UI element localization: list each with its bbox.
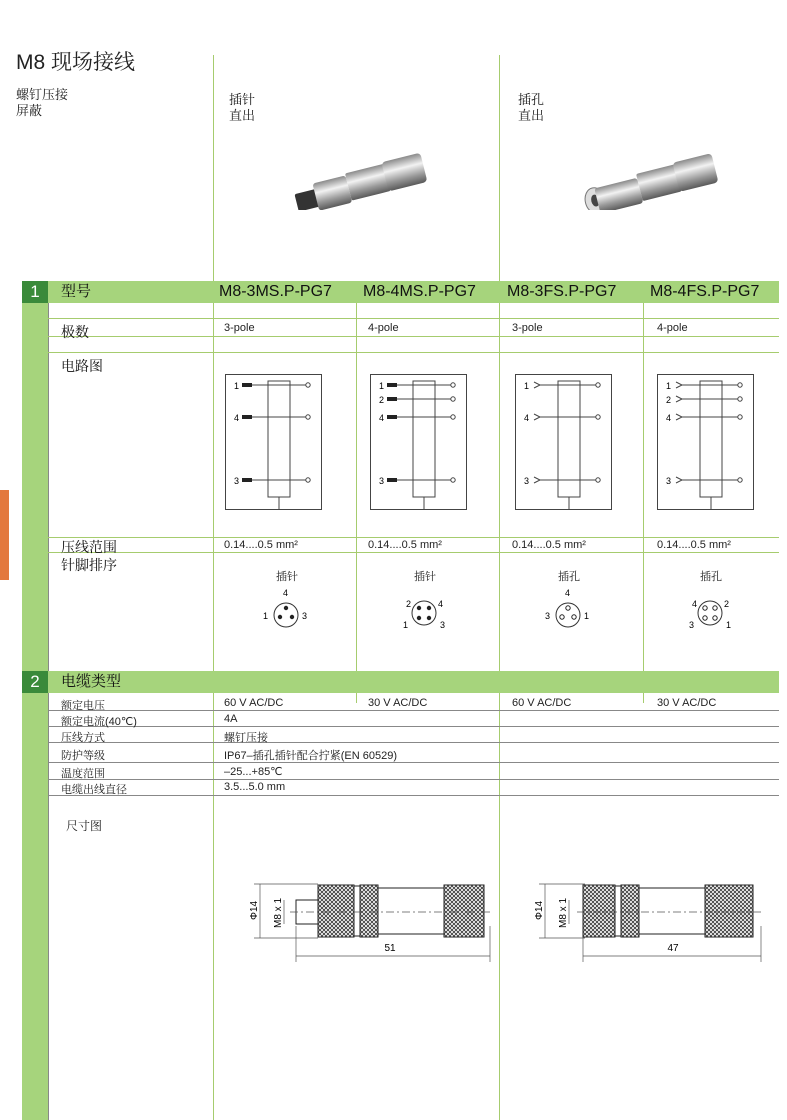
spec-voltage-2: 30 V AC/DC	[368, 697, 428, 709]
svg-text:51: 51	[384, 943, 396, 954]
circuit-2-pin-3: 3	[379, 476, 385, 486]
spec-voltage-3: 60 V AC/DC	[512, 697, 572, 709]
spec-label-current: 额定电流(40℃)	[61, 716, 137, 728]
col-head-male: 插针 直出	[229, 92, 256, 123]
spec-protection: IP67–插孔插针配合拧紧(EN 60529)	[224, 750, 397, 762]
circuit-4-pin-4: 4	[666, 413, 672, 423]
svg-text:3: 3	[302, 611, 308, 621]
left-rule	[48, 303, 49, 1120]
row-rule	[48, 318, 779, 319]
spec-cable-dia: 3.5...5.0 mm	[224, 781, 286, 793]
row-rule	[48, 795, 779, 796]
row-rule	[48, 352, 779, 353]
row-rule	[48, 762, 779, 763]
svg-text:3: 3	[689, 620, 695, 630]
section2-number: 2	[22, 671, 48, 693]
circuit-2-pin-1: 1	[379, 381, 385, 391]
circuit-diagram-4	[657, 374, 754, 510]
svg-text:4: 4	[692, 599, 698, 609]
section1-number: 1	[22, 281, 48, 303]
page-title: M8 现场接线	[16, 51, 136, 74]
svg-text:1: 1	[584, 611, 590, 621]
row-rule	[48, 336, 779, 337]
pinout-label: 针脚排序	[61, 557, 117, 573]
circuit-label: 电路图	[61, 358, 103, 374]
svg-text:1: 1	[403, 620, 409, 630]
poles-4: 4-pole	[657, 322, 688, 334]
side-tab	[0, 490, 9, 580]
row-rule	[48, 552, 779, 553]
circuit-diagram-3	[515, 374, 612, 510]
col-head-female: 插孔 直出	[518, 92, 545, 123]
spec-current: 4A	[224, 713, 238, 725]
poles-label: 极数	[61, 324, 89, 340]
circuit-2-pin-2: 2	[379, 395, 385, 405]
svg-text:M8 x 1: M8 x 1	[558, 897, 569, 928]
svg-text:2: 2	[406, 599, 412, 609]
page-subtitle: 螺钉压接 屏蔽	[16, 87, 69, 118]
svg-text:3: 3	[440, 620, 446, 630]
spec-label-temp: 温度范围	[61, 768, 105, 780]
row-rule	[48, 726, 779, 727]
svg-text:2: 2	[724, 599, 730, 609]
section2-title: 电缆类型	[61, 673, 122, 690]
svg-text:1: 1	[263, 611, 269, 621]
circuit-3-pin-1: 1	[524, 381, 530, 391]
poles-1: 3-pole	[224, 322, 255, 334]
male-connector-photo	[285, 150, 435, 210]
poles-3: 3-pole	[512, 322, 543, 334]
poles-2: 4-pole	[368, 322, 399, 334]
wire-range-1: 0.14....0.5 mm²	[224, 539, 298, 551]
svg-text:3: 3	[545, 611, 551, 621]
col-divider-2	[356, 303, 357, 703]
pinface-4	[684, 585, 736, 633]
row-rule	[48, 779, 779, 780]
dimension-drawing-female	[525, 870, 775, 965]
circuit-1-pin-1: 1	[234, 381, 240, 391]
spec-label-protection: 防护等级	[61, 750, 105, 762]
svg-text:M8 x 1: M8 x 1	[273, 897, 284, 928]
spec-crimp: 螺钉压接	[224, 732, 268, 744]
spec-label-voltage: 额定电压	[61, 700, 105, 712]
row-rule	[48, 710, 779, 711]
circuit-4-pin-2: 2	[666, 395, 672, 405]
spec-voltage-4: 30 V AC/DC	[657, 697, 717, 709]
circuit-diagram-1	[225, 374, 322, 510]
svg-text:1: 1	[726, 620, 732, 630]
pinface-3	[542, 585, 594, 633]
circuit-1-pin-3: 3	[234, 476, 240, 486]
spec-temp: –25...+85℃	[224, 766, 283, 778]
circuit-4-pin-1: 1	[666, 381, 672, 391]
spec-voltage-1: 60 V AC/DC	[224, 697, 284, 709]
pinface-1	[260, 585, 312, 633]
female-connector-photo	[578, 150, 728, 210]
circuit-3-pin-3: 3	[524, 476, 530, 486]
wire-range-2: 0.14....0.5 mm²	[368, 539, 442, 551]
dimension-label: 尺寸图	[66, 819, 103, 833]
circuit-2-pin-4: 4	[379, 413, 385, 423]
pinout-type-1: 插针	[276, 571, 298, 583]
pinout-type-3: 插孔	[558, 571, 580, 583]
section1-title: 型号	[61, 283, 92, 300]
circuit-4-pin-3: 3	[666, 476, 672, 486]
svg-text:4: 4	[438, 599, 444, 609]
model-4: M8-4FS.P-PG7	[650, 283, 760, 300]
model-1: M8-3MS.P-PG7	[219, 283, 332, 300]
svg-text:47: 47	[667, 943, 679, 954]
svg-text:Φ14: Φ14	[249, 900, 260, 920]
pinout-type-4: 插孔	[700, 571, 722, 583]
svg-text:Φ14: Φ14	[534, 900, 545, 920]
row-rule	[48, 742, 779, 743]
left-green-stripe	[22, 303, 48, 1120]
dimension-drawing-male	[240, 870, 500, 965]
spec-label-cable-dia: 电缆出线直径	[61, 784, 127, 796]
col-divider-4	[643, 303, 644, 703]
wire-range-label: 压线范围	[61, 539, 117, 555]
pinout-type-2: 插针	[414, 571, 436, 583]
circuit-1-pin-4: 4	[234, 413, 240, 423]
spec-label-crimp: 压线方式	[61, 732, 105, 744]
model-2: M8-4MS.P-PG7	[363, 283, 476, 300]
model-3: M8-3FS.P-PG7	[507, 283, 617, 300]
col-divider-1	[213, 55, 214, 1120]
wire-range-3: 0.14....0.5 mm²	[512, 539, 586, 551]
circuit-diagram-2	[370, 374, 467, 510]
svg-text:4: 4	[283, 588, 289, 598]
svg-text:4: 4	[565, 588, 571, 598]
circuit-3-pin-4: 4	[524, 413, 530, 423]
row-rule	[48, 537, 779, 538]
pinface-2	[398, 585, 450, 633]
section2-bar	[22, 671, 779, 693]
wire-range-4: 0.14....0.5 mm²	[657, 539, 731, 551]
